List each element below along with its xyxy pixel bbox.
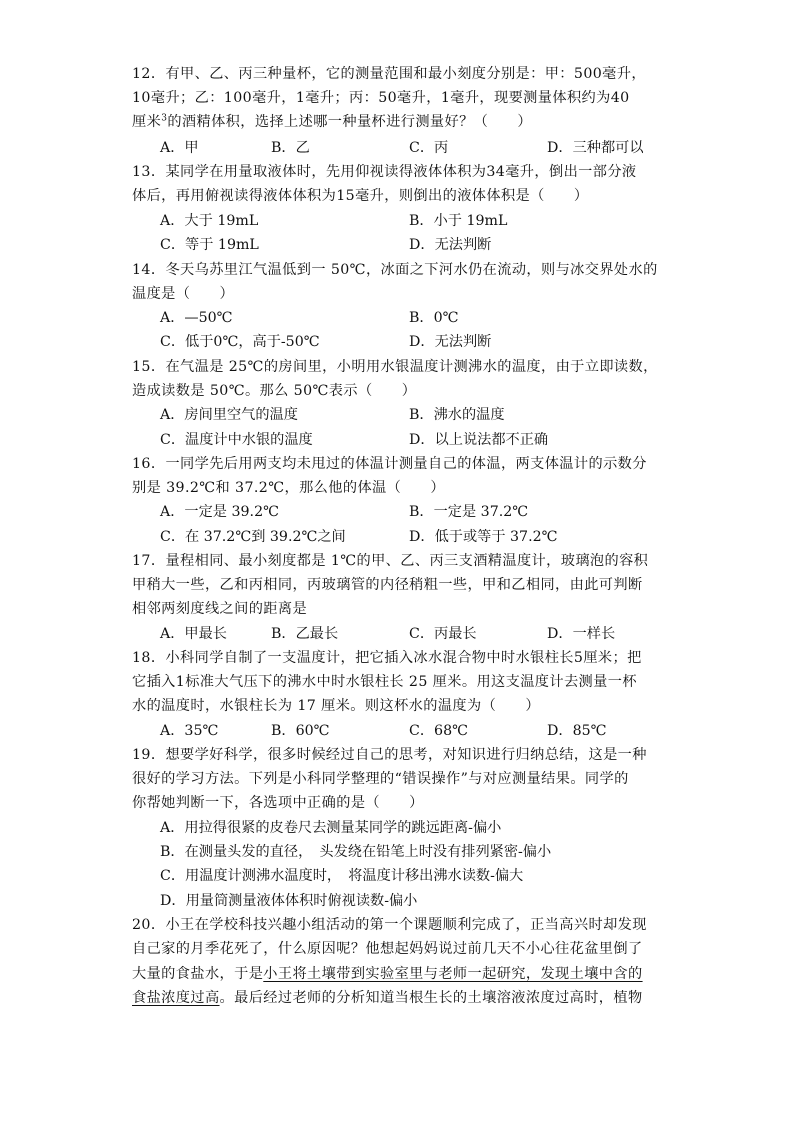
q19-option-c: C．用温度计测沸水温度时， 将温度计移出沸水读数-偏大 [160, 868, 524, 884]
q16-option-d: D．低于或等于 37.2℃ [409, 529, 558, 545]
q20-line-3-start: 大量的食盐水，于是 [132, 966, 264, 982]
q12-option-a: A．甲 [160, 140, 199, 156]
q19-line-1: 19．想要学好科学，很多时候经过自己的思考，对知识进行归纳总结，这是一种 [132, 747, 647, 763]
q15-option-a: A．房间里空气的温度 [160, 407, 298, 423]
q12-line-2: 10毫升；乙：100毫升，1毫升；丙：50毫升，1毫升，现要测量体积约为40 [132, 90, 630, 106]
q13-option-d: D．无法判断 [409, 237, 492, 253]
q16-line-1: 16．一同学先后用两支均未甩过的体温计测量自己的体温，两支体温计的示数分 [132, 456, 647, 472]
q12-option-b: B．乙 [271, 140, 310, 156]
q20-line-1: 20．小王在学校科技兴趣小组活动的第一个课题顺利完成了，正当高兴时却发现 [132, 917, 647, 933]
q15-option-d: D．以上说法都不正确 [409, 432, 549, 448]
q18-option-b: B．60℃ [271, 723, 330, 739]
q15-line-1: 15．在气温是 25℃的房间里，小明用水银温度计测沸水的温度，由于立即读数， [132, 359, 658, 375]
q12-line-3-superscript: 3 [161, 113, 168, 124]
q12-line-1: 12．有甲、乙、丙三种量杯，它的测量范围和最小刻度分别是：甲：500毫升， [132, 66, 646, 82]
q13-line-2: 体后，再用俯视读得液体体积为15毫升，则倒出的液体体积是（ ） [132, 188, 589, 204]
q17-line-2: 甲稍大一些，乙和丙相同，丙玻璃管的内径稍粗一些，甲和乙相同，由此可判断 [132, 577, 643, 593]
q12-option-c: C．丙 [409, 140, 449, 156]
q16-option-a: A．一定是 39.2℃ [160, 504, 279, 520]
q17-option-d: D．一样长 [547, 626, 616, 642]
q14-line-2: 温度是（ ） [132, 286, 235, 302]
q12-option-d: D．三种都可以 [547, 140, 644, 156]
q18-option-d: D．85℃ [547, 723, 607, 739]
q13-option-c: C．等于 19mL [160, 237, 259, 253]
q13-option-b: B．小于 19mL [409, 213, 508, 229]
q18-line-1: 18．小科同学自制了一支温度计，把它插入冰水混合物中时水银柱长5厘米；把 [132, 650, 642, 666]
q16-option-c: C．在 37.2℃到 39.2℃之间 [160, 529, 346, 545]
q19-option-a: A．用拉得很紧的皮卷尺去测量某同学的跳远距离-偏小 [160, 820, 502, 836]
q17-option-a: A．甲最长 [160, 626, 227, 642]
q15-option-c: C．温度计中水银的温度 [160, 432, 313, 448]
q18-line-2: 它插入1标准大气压下的沸水中时水银柱长 25 厘米。用这支温度计去测量一杯 [132, 674, 637, 690]
q14-option-c: C．低于0℃，高于-50℃ [160, 334, 320, 350]
q20-line-4-rest: 。最后经过老师的分析知道当根生长的土壤溶液浓度过高时，植物 [219, 990, 643, 1006]
q18-line-3: 水的温度时，水银柱长为 17 厘米。则这杯水的温度为（ ） [132, 698, 540, 714]
q16-option-b: B．一定是 37.2℃ [409, 504, 529, 520]
q20-line-3 [132, 962, 672, 986]
q15-line-2: 造成读数是 50℃。那么 50℃表示（ ） [132, 383, 417, 399]
q17-option-b: B．乙最长 [271, 626, 339, 642]
q18-option-a: A．35℃ [160, 723, 219, 739]
q20-line-2: 自己家的月季花死了，什么原因呢？他想起妈妈说过前几天不小心往花盆里倒了 [132, 941, 643, 957]
q17-option-c: C．丙最长 [409, 626, 477, 642]
q16-line-2: 别是 39.2℃和 37.2℃，那么他的体温（ ） [132, 480, 445, 496]
q14-option-b: B．0℃ [409, 310, 459, 326]
q19-line-2: 很好的学习方法。下列是小科同学整理的“错误操作”与对应测量结果。同学的 [132, 771, 629, 787]
q12-line-3-unit: 厘米 [132, 114, 162, 130]
q14-option-a: A．—50℃ [160, 310, 233, 326]
q18-option-c: C．68℃ [409, 723, 468, 739]
q19-option-d: D．用量筒测量液体体积时俯视读数-偏小 [160, 893, 418, 909]
q14-option-d: D．无法判断 [409, 334, 492, 350]
q20-underlined-text-2: 食盐浓度过高 [132, 990, 220, 1006]
q17-line-1: 17．量程相同、最小刻度都是 1℃的甲、乙、丙三支酒精温度计，玻璃泡的容积 [132, 553, 649, 569]
q13-line-1: 13．某同学在用量取液体时，先用仰视读得液体体积为34毫升，倒出一部分液 [132, 164, 637, 180]
q20-underlined-text-1: 小王将土壤带到实验室里与老师一起研究，发现土壤中含的 [263, 966, 643, 982]
q13-option-a: A．大于 19mL [160, 213, 259, 229]
q14-line-1: 14．冬天乌苏里江气温低到一 50℃，冰面之下河水仍在流动，则与冰交界处水的 [132, 262, 658, 278]
q12-line-3-rest: 的酒精体积，选择上述哪一种量杯进行测量好？（ ） [167, 114, 533, 130]
q17-line-3: 相邻两刻度线之间的距离是 [132, 601, 308, 617]
q20-line-4 [132, 986, 672, 1010]
q12-line-3 [132, 110, 672, 134]
q19-option-b: B．在测量头发的直径， 头发绕在铅笔上时没有排列紧密-偏小 [160, 844, 552, 860]
q15-option-b: B．沸水的温度 [409, 407, 505, 423]
q19-line-3: 你帮她判断一下，各选项中正确的是（ ） [132, 795, 424, 811]
